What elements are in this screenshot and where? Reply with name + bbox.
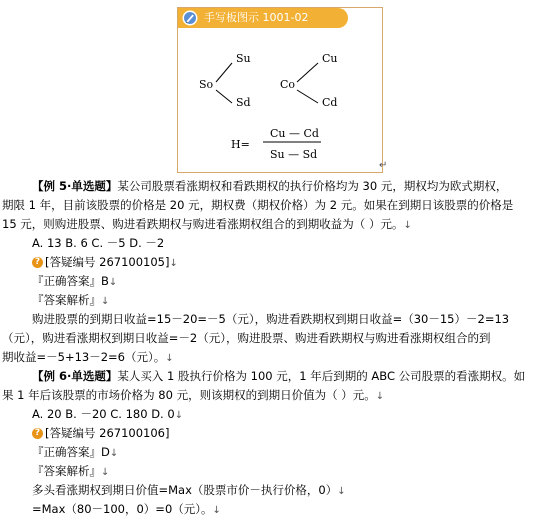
ex6-exp-line2 [32,500,221,519]
down-mark: ↓ [169,258,178,269]
down-mark: ↓ [174,410,184,421]
ex5-exp-line3 [2,348,174,367]
ex5-exp1: 购进股票的到期日收益=15－20=－5（元），购进看跌期权到期日收益=（30－15）－2=13 [32,312,510,326]
ex6-answer: 『正确答案』D [32,445,110,459]
ex6-line2 [2,386,384,405]
ex5-qid[interactable]: [答疑编号 267100105] [45,255,170,269]
ex6-analysis: 『答案解析』 [32,464,101,478]
ex6-exp1: 多头看涨期权到期日价值=Max（股票市价－执行价格，0） [32,483,338,497]
handwriting-figure [177,7,383,173]
ex5-line3 [2,215,412,234]
down-mark: ↓ [108,277,118,288]
ex5-answer: 『正确答案』B [32,274,109,288]
ex5-text3: 15 元，则购进股票、购进看跌期权与购进看涨期权组合的到期收益为（ ）元。 [2,217,404,231]
down-mark: ↓ [101,467,110,478]
down-mark: ↓ [212,505,221,516]
ex6-qid[interactable]: [答疑编号 267100106] [45,426,170,440]
ex5-exp3: 期收益=－5+13－2=6（元）。 [2,350,166,364]
so-label: So [199,78,214,91]
ex5-exp-line2 [2,329,490,348]
ex6-text1: 某人买入 1 股执行价格为 100 元，1 年后到期的 ABC 公司股票的看涨期权。如 [117,369,526,383]
ex5-options-text: A. 13 B. 6 C. －5 D. －2 [32,236,165,250]
binomial-diagram [178,8,382,172]
ex5-analysis-line [32,291,109,310]
fraction-denominator: Su — Sd [270,148,318,161]
down-mark: ↓ [109,448,119,459]
down-mark: ↓ [165,353,174,364]
h-label: H= [231,138,250,151]
su-label: Su [236,52,251,65]
co-down-branch [297,90,318,103]
ex6-exp2: =Max（80－100，0）=0（元）。 [32,502,213,516]
so-up-branch [216,63,232,82]
ex6-title: 【例 6·单选题】 [32,369,118,383]
fraction-numerator: Cu — Cd [270,127,319,140]
return-mark: ↵ [379,160,388,171]
ex6-line1 [32,367,525,386]
ex5-exp2: （元），购进看涨期权到期日收益=－2（元），购进股票、购进看跌期权与购进看涨期权组合的到 [2,331,491,345]
ex6-qid-line [32,424,169,443]
ex5-line1 [32,177,507,196]
ex5-text2: 期限 1 年，目前该股票的价格是 20 元，期权费（期权价格）为 2 元。如果在到期日该股票的价格是 [2,198,514,212]
ex5-analysis: 『答案解析』 [32,293,101,307]
co-label: Co [280,78,296,91]
so-down-branch [216,90,232,103]
ex5-options [32,234,164,253]
down-mark: ↓ [101,296,110,307]
co-up-branch [297,63,318,82]
ex5-text1: 某公司股票看涨期权和看跌期权的执行价格均为 30 元，期权均为欧式期权， [117,179,508,193]
ex5-exp-line1 [32,310,509,329]
cu-label: Cu [322,52,338,65]
ex6-text2: 果 1 年后该股票的市场价格为 80 元，则该期权的到期日价值为（ ）元。 [2,388,376,402]
sd-label: Sd [236,96,251,109]
ex6-options [32,405,183,424]
ex6-exp-line1 [32,481,346,500]
ex5-qid-line [32,253,178,272]
ex6-answer-line [32,443,118,462]
question-icon: ? [32,428,43,439]
down-mark: ↓ [403,220,412,231]
ex6-options-text: A. 20 B. －20 C. 180 D. 0 [32,407,175,421]
down-mark: ↓ [375,391,385,402]
cd-label: Cd [322,96,338,109]
ex6-analysis-line [32,462,109,481]
ex5-title: 【例 5·单选题】 [32,179,118,193]
ex5-line2 [2,196,513,215]
down-mark: ↓ [337,486,346,497]
ex5-answer-line [32,272,117,291]
question-icon: ? [32,257,43,268]
figure-banner-text: 手写板图示 1001-02 [204,11,309,24]
